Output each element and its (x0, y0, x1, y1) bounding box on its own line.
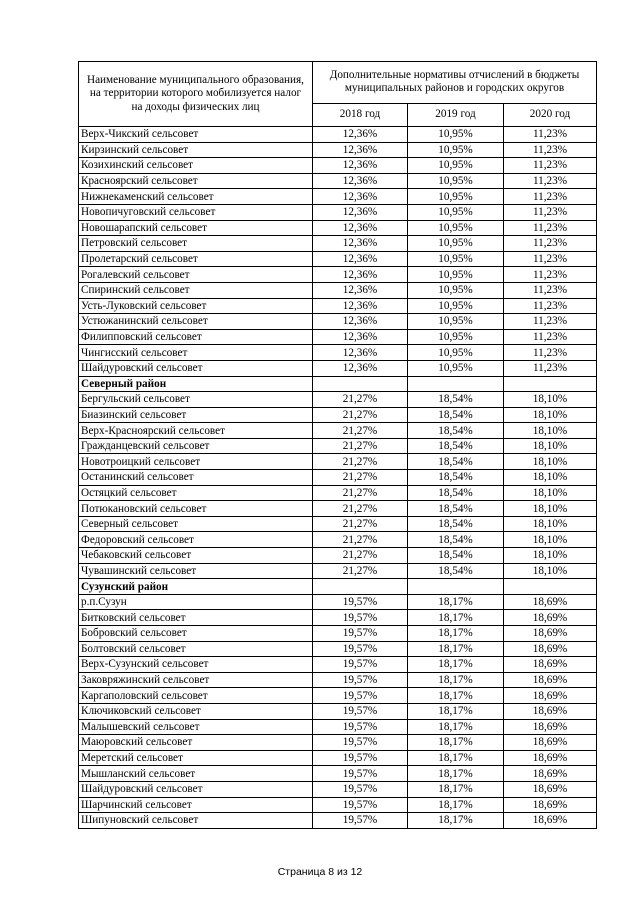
value-2019-cell: 18,54% (408, 438, 504, 454)
normatives-table (78, 61, 597, 829)
table-row (79, 220, 597, 236)
value-2019-cell: 18,17% (408, 672, 504, 688)
value-2020-cell: 11,23% (504, 267, 597, 283)
municipality-name-cell: Шарчинский сельсовет (79, 797, 313, 813)
section-row (79, 376, 597, 392)
table-row (79, 703, 597, 719)
value-2019-cell: 10,95% (408, 282, 504, 298)
value-2020-cell: 18,69% (504, 657, 597, 673)
table-row (79, 360, 597, 376)
value-2018-cell: 12,36% (313, 267, 408, 283)
value-2018-cell: 19,57% (313, 641, 408, 657)
empty-cell (408, 376, 504, 392)
table-row (79, 454, 597, 470)
value-2020-cell: 18,10% (504, 563, 597, 579)
value-2019-cell: 18,54% (408, 392, 504, 408)
municipality-name-cell: Каргаполовский сельсовет (79, 688, 313, 704)
table-row (79, 470, 597, 486)
value-2019-cell: 18,54% (408, 423, 504, 439)
table-row (79, 594, 597, 610)
value-2018-cell: 12,36% (313, 236, 408, 252)
value-2019-cell: 10,95% (408, 142, 504, 158)
value-2018-cell: 19,57% (313, 797, 408, 813)
empty-cell (408, 579, 504, 595)
table-row (79, 516, 597, 532)
municipality-name-cell: Чингисский сельсовет (79, 345, 313, 361)
value-2018-cell: 21,27% (313, 438, 408, 454)
value-2018-cell: 19,57% (313, 750, 408, 766)
value-2019-cell: 10,95% (408, 329, 504, 345)
table-row (79, 563, 597, 579)
value-2019-cell: 18,17% (408, 626, 504, 642)
municipality-name-cell: Биазинский сельсовет (79, 407, 313, 423)
table-body (79, 127, 597, 829)
value-2020-cell: 18,69% (504, 672, 597, 688)
header-normatives-group: Дополнительные нормативы отчислений в бюджеты муниципальных районов и городских округов (313, 62, 597, 104)
municipality-name-cell: Устюжанинский сельсовет (79, 314, 313, 330)
value-2018-cell: 12,36% (313, 204, 408, 220)
value-2019-cell: 18,54% (408, 470, 504, 486)
section-title: Сузунский район (79, 579, 313, 595)
municipality-name-cell: Северный сельсовет (79, 516, 313, 532)
value-2019-cell: 10,95% (408, 173, 504, 189)
value-2018-cell: 12,36% (313, 329, 408, 345)
value-2019-cell: 10,95% (408, 189, 504, 205)
municipality-name-cell: Федоровский сельсовет (79, 532, 313, 548)
municipality-name-cell: Чувашинский сельсовет (79, 563, 313, 579)
section-title: Северный район (79, 376, 313, 392)
value-2018-cell: 19,57% (313, 766, 408, 782)
municipality-name-cell: Красноярский сельсовет (79, 173, 313, 189)
table-row (79, 173, 597, 189)
value-2020-cell: 11,23% (504, 282, 597, 298)
value-2020-cell: 11,23% (504, 314, 597, 330)
table-row (79, 158, 597, 174)
value-2018-cell: 12,36% (313, 158, 408, 174)
value-2018-cell: 21,27% (313, 501, 408, 517)
value-2018-cell: 12,36% (313, 173, 408, 189)
table-row (79, 142, 597, 158)
municipality-name-cell: Новошарапский сельсовет (79, 220, 313, 236)
value-2018-cell: 19,57% (313, 703, 408, 719)
section-row (79, 579, 597, 595)
value-2019-cell: 10,95% (408, 360, 504, 376)
municipality-name-cell: Пролетарский сельсовет (79, 251, 313, 267)
value-2020-cell: 18,69% (504, 735, 597, 751)
table-row (79, 719, 597, 735)
value-2020-cell: 18,69% (504, 688, 597, 704)
value-2018-cell: 21,27% (313, 532, 408, 548)
value-2018-cell: 21,27% (313, 392, 408, 408)
municipality-name-cell: Новопичуговский сельсовет (79, 204, 313, 220)
value-2019-cell: 18,17% (408, 781, 504, 797)
value-2020-cell: 18,10% (504, 407, 597, 423)
table-row (79, 204, 597, 220)
table-row (79, 251, 597, 267)
value-2018-cell: 19,57% (313, 672, 408, 688)
value-2019-cell: 18,17% (408, 797, 504, 813)
municipality-name-cell: Битковский сельсовет (79, 610, 313, 626)
municipality-name-cell: Ключиковский сельсовет (79, 703, 313, 719)
municipality-name-cell: Спиринский сельсовет (79, 282, 313, 298)
municipality-name-cell: Потюкановский сельсовет (79, 501, 313, 517)
value-2019-cell: 18,17% (408, 750, 504, 766)
header-year-2018: 2018 год (313, 103, 408, 126)
value-2020-cell: 11,23% (504, 298, 597, 314)
municipality-name-cell: Филипповский сельсовет (79, 329, 313, 345)
value-2019-cell: 18,17% (408, 735, 504, 751)
header-year-2019: 2019 год (408, 103, 504, 126)
page-footer: Страница 8 из 12 (277, 866, 363, 878)
value-2019-cell: 10,95% (408, 314, 504, 330)
value-2020-cell: 11,23% (504, 360, 597, 376)
municipality-name-cell: Шипуновский сельсовет (79, 813, 313, 829)
value-2018-cell: 12,36% (313, 282, 408, 298)
value-2020-cell: 18,10% (504, 485, 597, 501)
municipality-name-cell: Кирзинский сельсовет (79, 142, 313, 158)
table-row (79, 766, 597, 782)
value-2020-cell: 18,10% (504, 548, 597, 564)
value-2018-cell: 21,27% (313, 516, 408, 532)
municipality-name-cell: Усть-Луковский сельсовет (79, 298, 313, 314)
municipality-name-cell: Козихинский сельсовет (79, 158, 313, 174)
table-row (79, 392, 597, 408)
value-2019-cell: 18,17% (408, 594, 504, 610)
empty-cell (504, 376, 597, 392)
value-2018-cell: 21,27% (313, 485, 408, 501)
value-2019-cell: 10,95% (408, 127, 504, 143)
value-2018-cell: 12,36% (313, 360, 408, 376)
value-2020-cell: 18,10% (504, 438, 597, 454)
table-row (79, 189, 597, 205)
value-2018-cell: 19,57% (313, 735, 408, 751)
value-2018-cell: 21,27% (313, 407, 408, 423)
value-2018-cell: 21,27% (313, 423, 408, 439)
municipality-name-cell: Мышланский сельсовет (79, 766, 313, 782)
value-2019-cell: 18,54% (408, 501, 504, 517)
table-row (79, 236, 597, 252)
value-2020-cell: 11,23% (504, 236, 597, 252)
municipality-name-cell: Рогалевский сельсовет (79, 267, 313, 283)
municipality-name-cell: Малышевский сельсовет (79, 719, 313, 735)
value-2019-cell: 18,54% (408, 454, 504, 470)
value-2020-cell: 11,23% (504, 345, 597, 361)
value-2019-cell: 18,54% (408, 485, 504, 501)
value-2020-cell: 18,69% (504, 626, 597, 642)
value-2019-cell: 18,17% (408, 813, 504, 829)
municipality-name-cell: Остяцкий сельсовет (79, 485, 313, 501)
value-2018-cell: 12,36% (313, 142, 408, 158)
value-2019-cell: 18,17% (408, 703, 504, 719)
value-2020-cell: 18,10% (504, 454, 597, 470)
value-2018-cell: 12,36% (313, 220, 408, 236)
municipality-name-cell: Нижнекаменский сельсовет (79, 189, 313, 205)
value-2018-cell: 21,27% (313, 454, 408, 470)
municipality-name-cell: Болтовский сельсовет (79, 641, 313, 657)
table-row (79, 329, 597, 345)
value-2020-cell: 18,69% (504, 719, 597, 735)
value-2020-cell: 11,23% (504, 220, 597, 236)
table-row (79, 750, 597, 766)
empty-cell (313, 376, 408, 392)
table-row (79, 282, 597, 298)
table-row (79, 735, 597, 751)
value-2020-cell: 11,23% (504, 329, 597, 345)
table-row (79, 423, 597, 439)
municipality-name-cell: Заковряжинский сельсовет (79, 672, 313, 688)
value-2019-cell: 18,54% (408, 563, 504, 579)
municipality-name-cell: Чебаковский сельсовет (79, 548, 313, 564)
municipality-name-cell: Шайдуровский сельсовет (79, 781, 313, 797)
header-name-column: Наименование муниципального образования, на территории которого мобилизуется налог на доходы физических лиц (79, 62, 313, 127)
value-2020-cell: 18,69% (504, 797, 597, 813)
table-row (79, 127, 597, 143)
table-row (79, 438, 597, 454)
value-2018-cell: 19,57% (313, 594, 408, 610)
value-2018-cell: 19,57% (313, 626, 408, 642)
municipality-name-cell: Бобровский сельсовет (79, 626, 313, 642)
value-2020-cell: 11,23% (504, 204, 597, 220)
table-row (79, 781, 597, 797)
municipality-name-cell: Шайдуровский сельсовет (79, 360, 313, 376)
table-row (79, 501, 597, 517)
table-row (79, 532, 597, 548)
value-2019-cell: 18,54% (408, 407, 504, 423)
value-2019-cell: 18,54% (408, 548, 504, 564)
municipality-name-cell: Меретский сельсовет (79, 750, 313, 766)
value-2018-cell: 12,36% (313, 314, 408, 330)
value-2019-cell: 10,95% (408, 251, 504, 267)
value-2019-cell: 10,95% (408, 298, 504, 314)
value-2020-cell: 18,10% (504, 532, 597, 548)
table-row (79, 314, 597, 330)
value-2019-cell: 10,95% (408, 220, 504, 236)
table-row (79, 298, 597, 314)
table-row (79, 267, 597, 283)
value-2019-cell: 10,95% (408, 204, 504, 220)
table-row (79, 688, 597, 704)
table-row (79, 626, 597, 642)
table-row (79, 641, 597, 657)
value-2019-cell: 18,17% (408, 641, 504, 657)
value-2020-cell: 18,69% (504, 766, 597, 782)
table-row (79, 797, 597, 813)
value-2020-cell: 11,23% (504, 173, 597, 189)
value-2018-cell: 21,27% (313, 470, 408, 486)
value-2018-cell: 19,57% (313, 657, 408, 673)
value-2018-cell: 12,36% (313, 189, 408, 205)
value-2018-cell: 19,57% (313, 781, 408, 797)
empty-cell (313, 579, 408, 595)
value-2018-cell: 21,27% (313, 563, 408, 579)
value-2020-cell: 11,23% (504, 189, 597, 205)
value-2020-cell: 18,69% (504, 594, 597, 610)
value-2019-cell: 10,95% (408, 345, 504, 361)
empty-cell (504, 579, 597, 595)
table-row (79, 548, 597, 564)
value-2019-cell: 18,17% (408, 766, 504, 782)
value-2020-cell: 18,69% (504, 610, 597, 626)
table-row (79, 657, 597, 673)
municipality-name-cell: Бергульский сельсовет (79, 392, 313, 408)
value-2018-cell: 21,27% (313, 548, 408, 564)
value-2019-cell: 10,95% (408, 267, 504, 283)
value-2020-cell: 18,69% (504, 781, 597, 797)
table-row (79, 813, 597, 829)
municipality-name-cell: р.п.Сузун (79, 594, 313, 610)
value-2020-cell: 18,10% (504, 516, 597, 532)
municipality-name-cell: Петровский сельсовет (79, 236, 313, 252)
value-2020-cell: 18,10% (504, 423, 597, 439)
value-2018-cell: 12,36% (313, 298, 408, 314)
value-2018-cell: 19,57% (313, 719, 408, 735)
value-2020-cell: 18,69% (504, 641, 597, 657)
value-2020-cell: 18,10% (504, 501, 597, 517)
value-2020-cell: 11,23% (504, 251, 597, 267)
value-2020-cell: 18,10% (504, 392, 597, 408)
municipality-name-cell: Верх-Красноярский сельсовет (79, 423, 313, 439)
value-2018-cell: 19,57% (313, 688, 408, 704)
table-row (79, 407, 597, 423)
value-2018-cell: 12,36% (313, 345, 408, 361)
table-row (79, 672, 597, 688)
municipality-name-cell: Новотроицкий сельсовет (79, 454, 313, 470)
value-2020-cell: 18,69% (504, 750, 597, 766)
value-2019-cell: 18,54% (408, 516, 504, 532)
value-2020-cell: 18,10% (504, 470, 597, 486)
table-row (79, 610, 597, 626)
municipality-name-cell: Верх-Чикский сельсовет (79, 127, 313, 143)
header-year-2020: 2020 год (504, 103, 597, 126)
municipality-name-cell: Останинский сельсовет (79, 470, 313, 486)
value-2020-cell: 18,69% (504, 703, 597, 719)
value-2018-cell: 12,36% (313, 251, 408, 267)
value-2020-cell: 18,69% (504, 813, 597, 829)
table-row (79, 345, 597, 361)
value-2019-cell: 18,17% (408, 657, 504, 673)
value-2020-cell: 11,23% (504, 142, 597, 158)
value-2020-cell: 11,23% (504, 127, 597, 143)
value-2018-cell: 19,57% (313, 610, 408, 626)
value-2019-cell: 18,17% (408, 610, 504, 626)
value-2019-cell: 18,54% (408, 532, 504, 548)
table-row (79, 485, 597, 501)
value-2019-cell: 10,95% (408, 158, 504, 174)
value-2020-cell: 11,23% (504, 158, 597, 174)
value-2019-cell: 18,17% (408, 688, 504, 704)
municipality-name-cell: Гражданцевский сельсовет (79, 438, 313, 454)
value-2018-cell: 19,57% (313, 813, 408, 829)
municipality-name-cell: Маюровский сельсовет (79, 735, 313, 751)
municipality-name-cell: Верх-Сузунский сельсовет (79, 657, 313, 673)
table-header (79, 62, 597, 127)
value-2018-cell: 12,36% (313, 127, 408, 143)
value-2019-cell: 10,95% (408, 236, 504, 252)
value-2019-cell: 18,17% (408, 719, 504, 735)
